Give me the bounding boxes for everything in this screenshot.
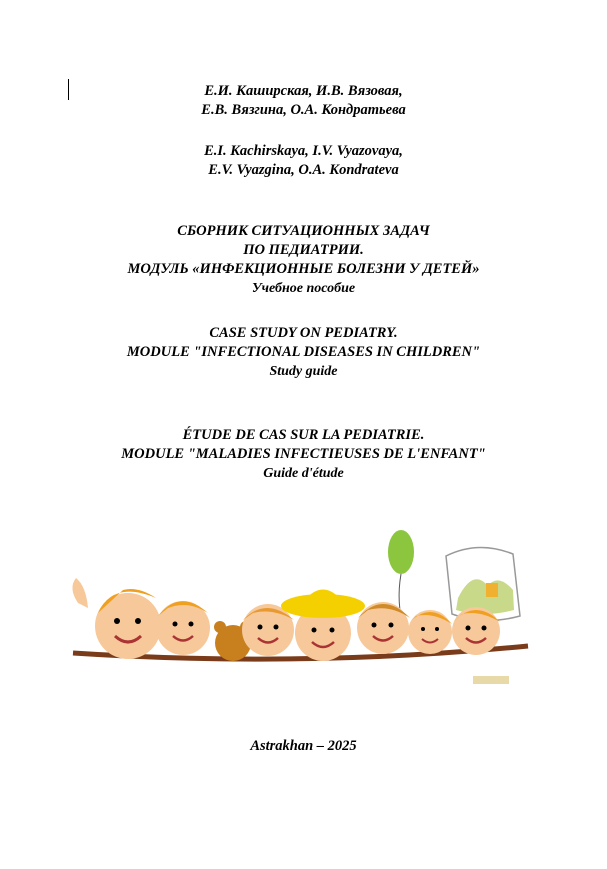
authors-ru-line-1: Е.И. Каширская, И.В. Вязовая, [204,83,403,99]
child-face-icon [357,602,409,654]
authors-en-line-2: E.V. Vyazgina, O.A. Kondrateva [208,162,399,178]
title-fr-line-2: MODULE "MALADIES INFECTIEUSES DE L'ENFANT" [121,446,486,462]
title-ru-line-2: ПО ПЕДИАТРИИ. [243,242,364,258]
authors-english [0,142,607,180]
authors-en-line-1: E.I. Kachirskaya, I.V. Vyazovaya, [204,143,403,159]
child-face-icon [408,610,452,654]
title-en-line-2: MODULE "INFECTIONAL DISEASES IN CHILDREN" [126,344,481,360]
children-illustration [68,528,538,698]
authors-ru-line-2: Е.В. Вязгина, О.А. Кондратьева [201,102,406,118]
logo-icon [473,676,509,684]
balloon-icon [388,530,414,574]
subtitle-ru: Учебное пособие [251,281,356,296]
subtitle-en: Study guide [269,364,338,379]
title-en-line-1: CASE STUDY ON PEDIATRY. [209,325,398,341]
title-french [0,426,607,483]
authors-russian [0,82,607,120]
child-face-icon [452,607,500,655]
title-russian [0,222,607,298]
footer-place-year: Astrakhan – 2025 [250,738,357,754]
title-english [0,324,607,381]
title-ru-line-3: МОДУЛЬ «ИНФЕКЦИОННЫЕ БОЛЕЗНИ У ДЕТЕЙ» [127,261,480,277]
subtitle-fr: Guide d'étude [263,466,344,481]
title-fr-line-1: ÉTUDE DE CAS SUR LA PEDIATRIE. [182,427,425,443]
title-ru-line-1: СБОРНИК СИТУАЦИОННЫХ ЗАДАЧ [177,223,430,239]
child-face-icon [242,604,294,656]
